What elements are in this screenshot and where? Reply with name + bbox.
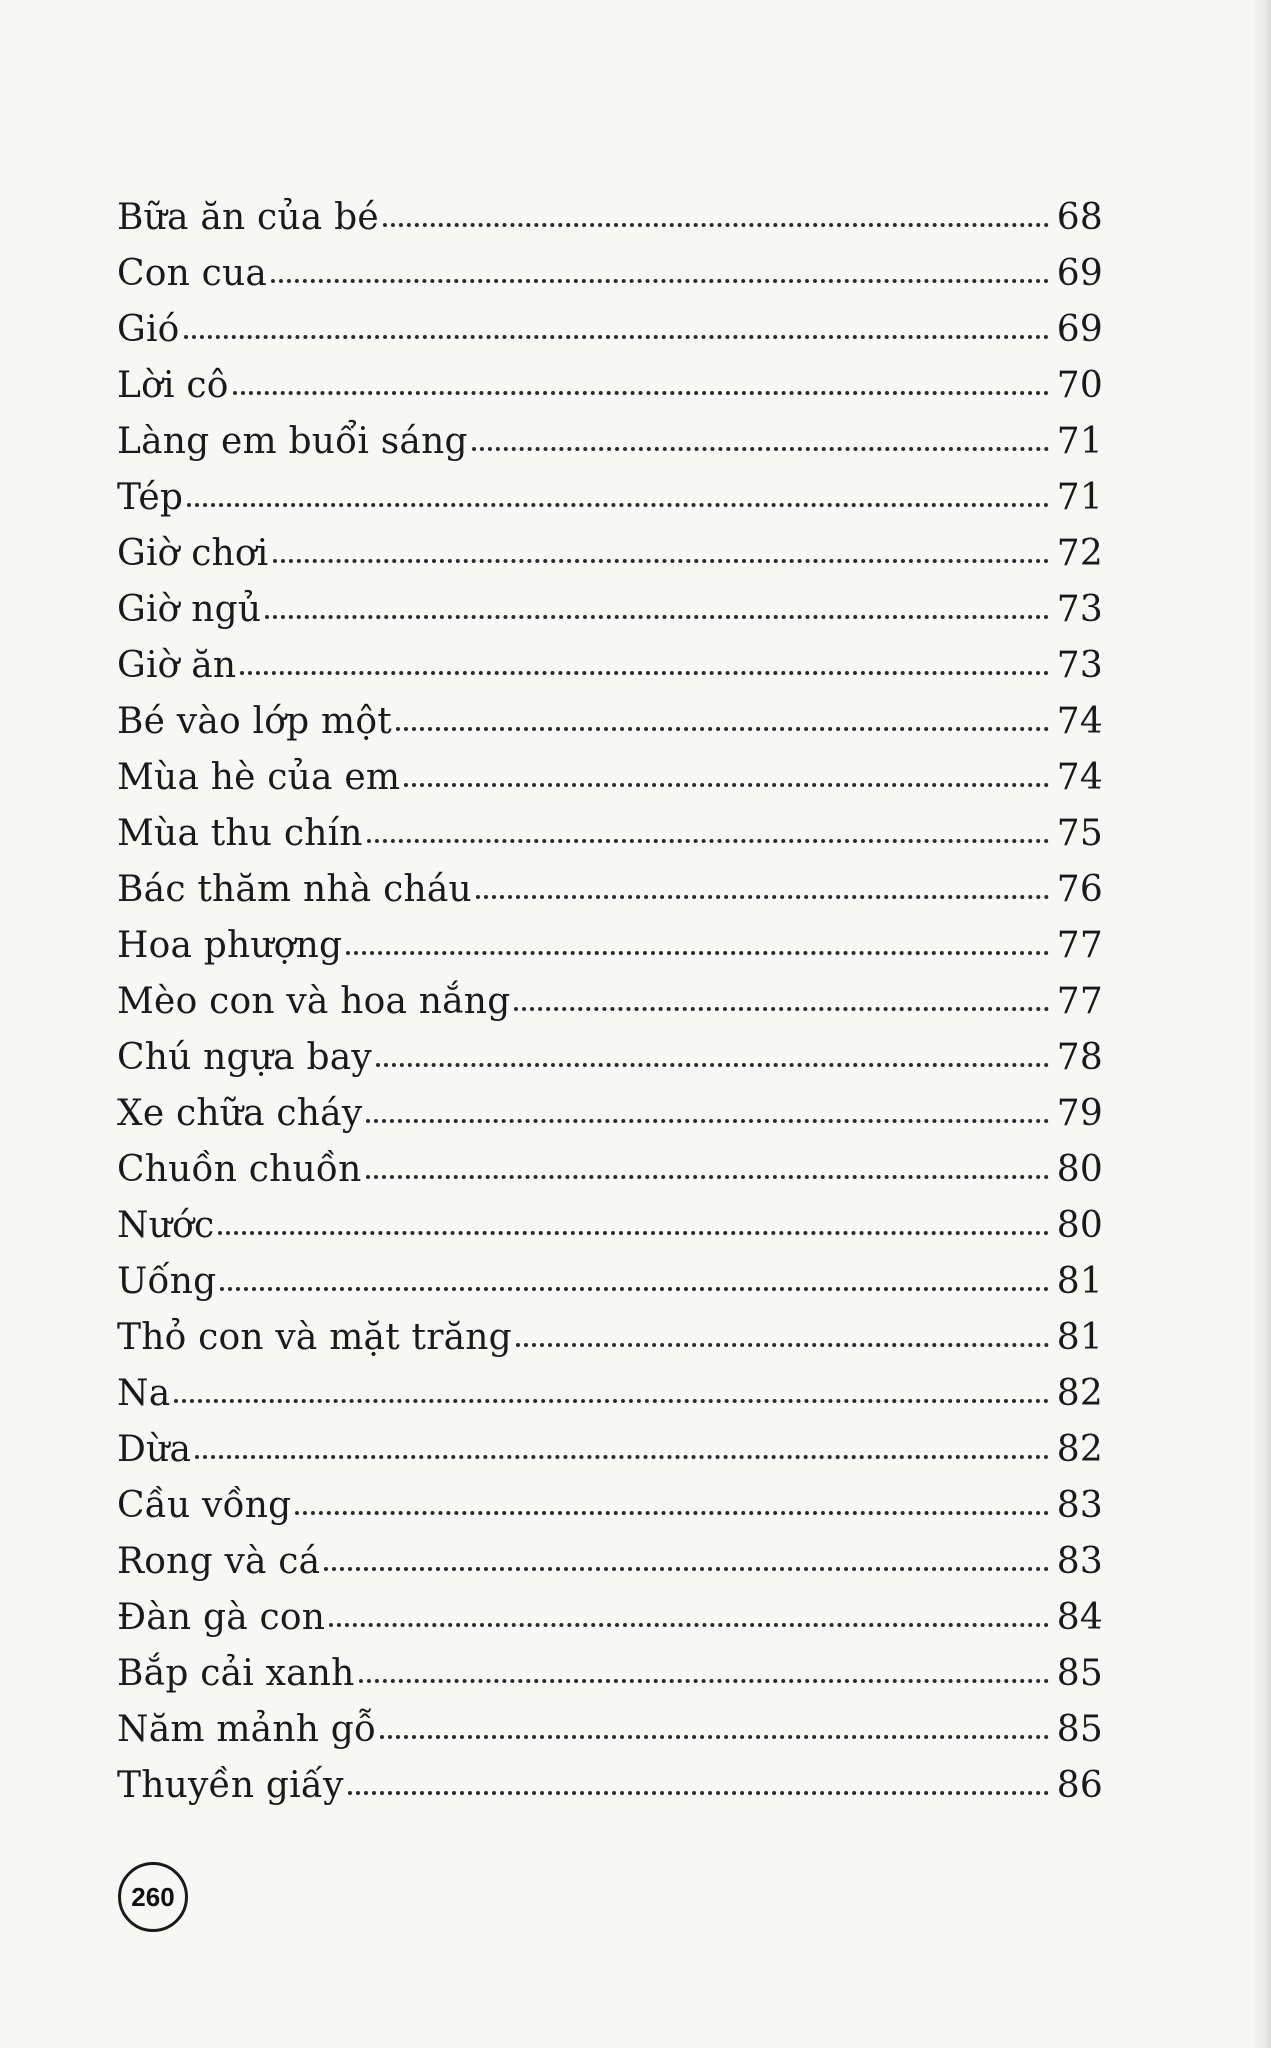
dot-leader (295, 1503, 1049, 1515)
toc-entry (117, 806, 1103, 862)
toc-entry (117, 582, 1103, 638)
toc-entry-page: 74 (1056, 701, 1103, 742)
toc-entry-page: 83 (1056, 1541, 1103, 1582)
toc-entry-title: Đàn gà con (117, 1597, 326, 1638)
toc-entry (117, 1198, 1103, 1254)
toc-entry-page: 69 (1056, 309, 1103, 350)
page-number-badge (118, 1862, 188, 1932)
toc-entry-page: 82 (1056, 1429, 1103, 1470)
toc-entry-title: Thuyền giấy (117, 1765, 344, 1806)
toc-entry (117, 246, 1103, 302)
dot-leader (472, 439, 1049, 451)
toc-entry (117, 638, 1103, 694)
toc-entry-page: 85 (1056, 1653, 1103, 1694)
toc-entry-page: 73 (1056, 645, 1103, 686)
dot-leader (514, 999, 1049, 1011)
dot-leader (516, 1335, 1049, 1347)
dot-leader (271, 271, 1049, 283)
toc-entry-title: Giờ ăn (117, 645, 237, 686)
toc-entry (117, 526, 1103, 582)
dot-leader (220, 1279, 1049, 1291)
toc-entry-title: Nước (117, 1205, 215, 1246)
toc-entry (117, 1142, 1103, 1198)
toc-entry (117, 1478, 1103, 1534)
dot-leader (195, 1447, 1049, 1459)
toc-entry (117, 1422, 1103, 1478)
toc-entry-title: Bữa ăn của bé (117, 197, 379, 238)
toc-entry-page: 86 (1056, 1765, 1103, 1806)
toc-entry-page: 79 (1056, 1093, 1103, 1134)
toc-entry-title: Mùa hè của em (117, 757, 401, 798)
dot-leader (187, 495, 1049, 507)
dot-leader (383, 215, 1049, 227)
dot-leader (476, 887, 1049, 899)
toc-entry (117, 1366, 1103, 1422)
toc-entry-page: 71 (1056, 477, 1103, 518)
toc-entry-title: Tép (117, 477, 184, 518)
toc-entry-title: Chuồn chuồn (117, 1149, 362, 1190)
toc-entry (117, 974, 1103, 1030)
toc-entry-page: 84 (1056, 1597, 1103, 1638)
toc-entry-page: 80 (1056, 1149, 1103, 1190)
toc-entry-title: Mèo con và hoa nắng (117, 981, 511, 1022)
toc-entry-title: Gió (117, 309, 180, 350)
toc-entry (117, 1310, 1103, 1366)
toc-entry-title: Uống (117, 1261, 217, 1302)
dot-leader (346, 943, 1049, 955)
toc-entry-title: Năm mảnh gỗ (117, 1709, 377, 1750)
dot-leader (174, 1391, 1049, 1403)
toc-entry-title: Bé vào lớp một (117, 701, 392, 742)
toc-entry-page: 78 (1056, 1037, 1103, 1078)
dot-leader (380, 1727, 1049, 1739)
toc-entry-title: Giờ chơi (117, 533, 269, 574)
toc-entry-page: 80 (1056, 1205, 1103, 1246)
toc-entry (117, 1758, 1103, 1814)
toc-entry (117, 750, 1103, 806)
dot-leader (366, 1167, 1049, 1179)
toc-entry (117, 862, 1103, 918)
toc-entry-page: 83 (1056, 1485, 1103, 1526)
dot-leader (265, 607, 1049, 619)
toc-entry-title: Mùa thu chín (117, 813, 363, 854)
dot-leader (329, 1615, 1049, 1627)
toc-entry-title: Làng em buổi sáng (117, 421, 468, 462)
toc-entry-page: 75 (1056, 813, 1103, 854)
toc-entry (117, 1030, 1103, 1086)
toc-entry (117, 1534, 1103, 1590)
toc-entry-page: 81 (1056, 1261, 1103, 1302)
page-number: 260 (131, 1881, 175, 1912)
toc-entry (117, 414, 1103, 470)
toc-entry-title: Na (117, 1373, 171, 1414)
toc-entry (117, 1646, 1103, 1702)
toc-entry-page: 77 (1056, 981, 1103, 1022)
toc-entry (117, 1590, 1103, 1646)
toc-entry-page: 82 (1056, 1373, 1103, 1414)
toc-entry (117, 1254, 1103, 1310)
toc-entry (117, 470, 1103, 526)
toc-entry-page: 74 (1056, 757, 1103, 798)
toc-entry-page: 85 (1056, 1709, 1103, 1750)
toc-entry-page: 70 (1056, 365, 1103, 406)
dot-leader (184, 327, 1049, 339)
toc-entry-title: Giờ ngủ (117, 589, 262, 630)
toc-entry-page: 72 (1056, 533, 1103, 574)
dot-leader (366, 1111, 1049, 1123)
dot-leader (376, 1055, 1049, 1067)
toc-entry-title: Bắp cải xanh (117, 1653, 355, 1694)
toc-entry-title: Con cua (117, 253, 268, 294)
toc-entry-title: Thỏ con và mặt trăng (117, 1317, 512, 1358)
toc-entry (117, 1702, 1103, 1758)
toc-entry-title: Dừa (117, 1429, 192, 1470)
toc-entry-title: Lời cô (117, 365, 229, 406)
toc-entry-title: Bác thăm nhà cháu (117, 869, 472, 910)
toc-entry-title: Chú ngựa bay (117, 1037, 372, 1078)
toc-entry-title: Hoa phượng (117, 925, 343, 966)
dot-leader (404, 775, 1049, 787)
toc-entry-page: 73 (1056, 589, 1103, 630)
toc-entry-page: 69 (1056, 253, 1103, 294)
toc-entry-title: Cầu vồng (117, 1485, 292, 1526)
toc-entry-page: 77 (1056, 925, 1103, 966)
page-edge-shadow (1253, 0, 1271, 2048)
dot-leader (348, 1783, 1049, 1795)
table-of-contents (117, 190, 1103, 1814)
toc-entry (117, 918, 1103, 974)
toc-entry (117, 358, 1103, 414)
dot-leader (273, 551, 1049, 563)
dot-leader (324, 1559, 1049, 1571)
toc-entry-page: 71 (1056, 421, 1103, 462)
dot-leader (396, 719, 1049, 731)
toc-entry (117, 694, 1103, 750)
dot-leader (240, 663, 1049, 675)
dot-leader (233, 383, 1049, 395)
toc-entry-title: Xe chữa cháy (117, 1093, 363, 1134)
dot-leader (367, 831, 1049, 843)
dot-leader (218, 1223, 1049, 1235)
toc-entry-page: 76 (1056, 869, 1103, 910)
dot-leader (359, 1671, 1049, 1683)
toc-entry (117, 190, 1103, 246)
toc-entry-page: 81 (1056, 1317, 1103, 1358)
toc-entry-page: 68 (1056, 197, 1103, 238)
toc-entry-title: Rong và cá (117, 1541, 321, 1582)
toc-entry (117, 302, 1103, 358)
toc-entry (117, 1086, 1103, 1142)
